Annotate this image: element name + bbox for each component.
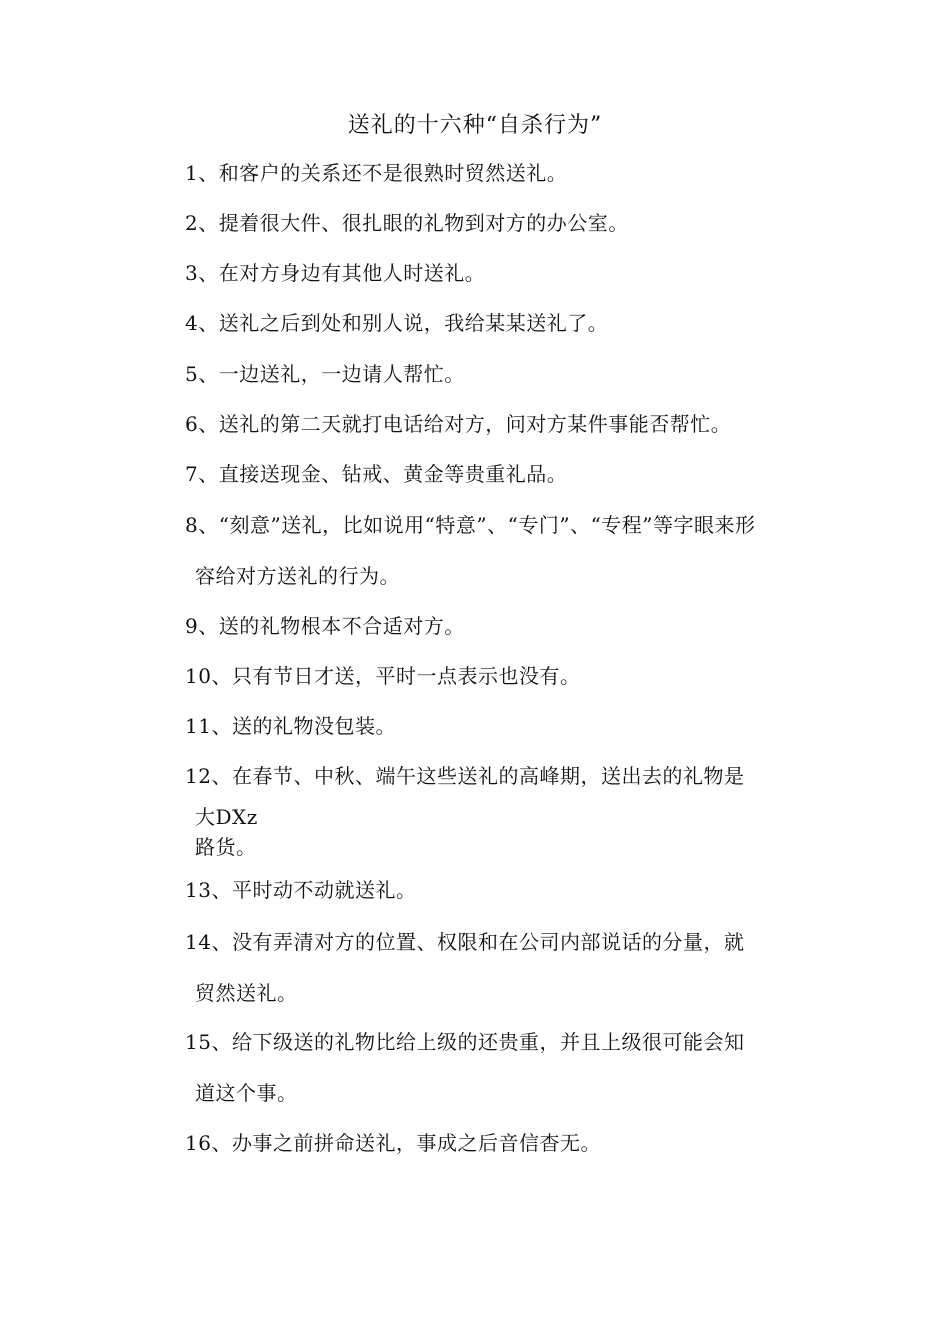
list-item-8-continuation: 容给对方送礼的行为。 (195, 564, 400, 588)
list-item-11: 11、送的礼物没包装。 (185, 714, 396, 738)
document-title: 送礼的十六种“自杀行为” (347, 113, 603, 138)
list-item-15-continuation: 道这个事。 (195, 1081, 298, 1105)
list-item-14: 14、没有弄清对方的位置、权限和在公司内部说话的分量，就 (185, 930, 745, 954)
list-item-10: 10、只有节日才送，平时一点表示也没有。 (185, 664, 581, 688)
list-item-9: 9、送的礼物根本不合适对方。 (185, 614, 465, 638)
list-item-13: 13、平时动不动就送礼。 (185, 878, 417, 902)
list-item-7: 7、直接送现金、钻戒、黄金等贵重礼品。 (185, 462, 568, 486)
list-item-6: 6、送礼的第二天就打电话给对方，问对方某件事能否帮忙。 (185, 412, 732, 436)
list-item-1: 1、和客户的关系还不是很熟时贸然送礼。 (185, 161, 568, 185)
list-item-12-continuation-a: 大DXz (195, 805, 258, 829)
list-item-15: 15、给下级送的礼物比给上级的还贵重，并且上级很可能会知 (185, 1030, 745, 1054)
list-item-4: 4、送礼之后到处和别人说，我给某某送礼了。 (185, 311, 609, 335)
list-item-8: 8、“刻意”送礼，比如说用“特意”、“专门”、“专程”等字眼来形 (185, 513, 756, 537)
list-item-12: 12、在春节、中秋、端午这些送礼的高峰期，送出去的礼物是 (185, 764, 745, 788)
list-item-14-continuation: 贸然送礼。 (195, 981, 298, 1005)
list-item-3: 3、在对方身边有其他人时送礼。 (185, 261, 486, 285)
list-item-5: 5、一边送礼，一边请人帮忙。 (185, 362, 465, 386)
list-item-2: 2、提着很大件、很扎眼的礼物到对方的办公室。 (185, 211, 629, 235)
list-item-16: 16、办事之前拼命送礼，事成之后音信杳无。 (185, 1131, 601, 1155)
list-item-12-continuation-b: 路货。 (195, 835, 257, 859)
